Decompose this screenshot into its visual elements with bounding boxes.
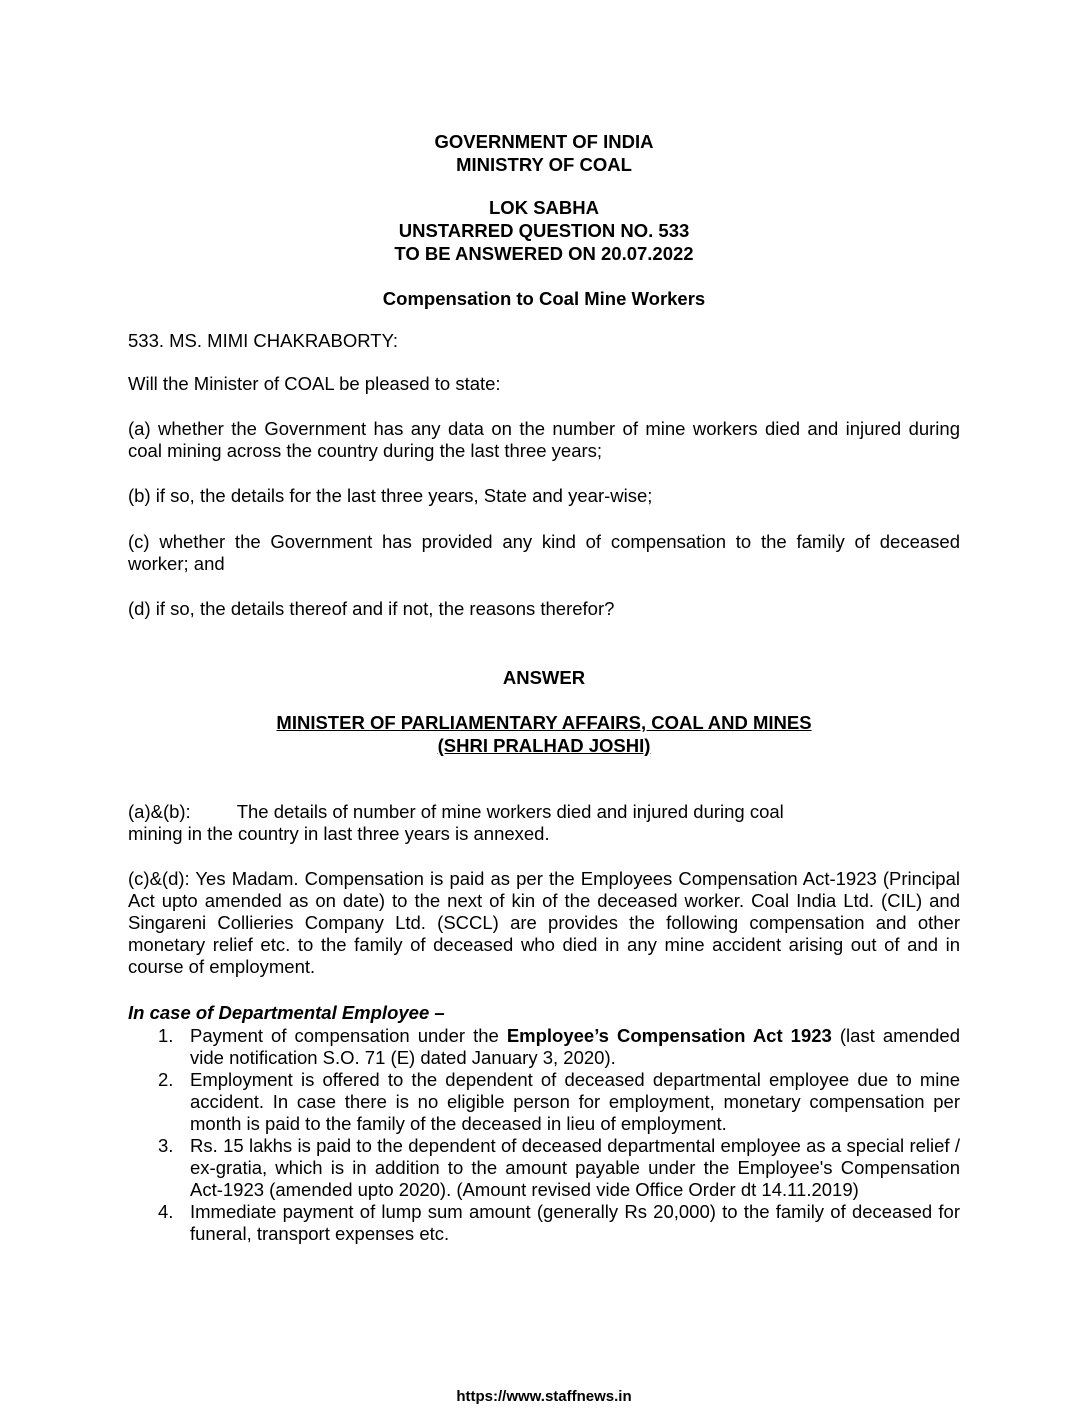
question-intro: Will the Minister of COAL be pleased to state: — [128, 373, 501, 394]
question-part-a: (a) whether the Government has any data on the number of mine workers died and injured during coal mining across the country during the last three years; — [128, 418, 960, 461]
list-item: 4. Immediate payment of lump sum amount (generally Rs 20,000) to the family of deceased for funeral, transport expenses etc. — [158, 1201, 960, 1244]
question-number: UNSTARRED QUESTION NO. 533 — [398, 220, 690, 241]
subject-title: Compensation to Coal Mine Workers — [382, 288, 706, 309]
house-name: LOK SABHA — [489, 197, 599, 218]
minister-block — [0, 711, 1088, 757]
question-asker: 533. MS. MIMI CHAKRABORTY: — [128, 330, 399, 351]
minister-name: (SHRI PRALHAD JOSHI) — [437, 735, 651, 756]
departmental-heading: In case of Departmental Employee – — [128, 1002, 445, 1023]
question-part-c: (c) whether the Government has provided any kind of compensation to the family of deceased worker; and — [128, 531, 960, 574]
government-title: GOVERNMENT OF INDIA — [434, 131, 654, 152]
compensation-list — [128, 1025, 960, 1245]
list-item: 3. Rs. 15 lakhs is paid to the dependent of deceased departmental employee as a special relief / ex-gratia, which is in addition to the amount payable under the Employee's Compensation Act-1923 (amended upto 2020). (Amount revised vide Office Order dt 14.11.2019) — [158, 1135, 960, 1200]
footer-url[interactable]: https://www.staffnews.in — [456, 1388, 632, 1405]
answer-cd: (c)&(d): Yes Madam. Compensation is paid as per the Employees Compensation Act-1923 (Principal Act upto amended as on date) to the next of kin of the deceased worker. Coal India Ltd. (CIL) and Singareni Collieries Company Ltd. (SCCL) are provides the following compensation and other monetary relief etc. to the family of deceased who died in any mine accident arising out of and in course of employment. — [128, 868, 960, 977]
question-part-b: (b) if so, the details for the last three years, State and year-wise; — [128, 485, 653, 506]
ministry-title: MINISTRY OF COAL — [456, 154, 632, 175]
question-meta — [0, 196, 1088, 265]
minister-title: MINISTER OF PARLIAMENTARY AFFAIRS, COAL AND MINES — [276, 712, 812, 733]
header-block — [0, 130, 1088, 176]
list-item: 2. Employment is offered to the dependent of deceased departmental employee due to mine accident. In case there is no eligible person for employment, monetary compensation per month is paid to the family of the deceased in lieu of employment. — [158, 1069, 960, 1134]
answer-ab-text-2: mining in the country in last three years is annexed. — [128, 823, 550, 844]
list-item: 1. Payment of compensation under the Employee’s Compensation Act 1923 (last amended vide notification S.O. 71 (E) dated January 3, 2020). — [158, 1025, 960, 1068]
answer-ab-text-1: The details of number of mine workers died and injured during coal — [236, 801, 784, 822]
answer-ab — [128, 801, 960, 845]
answer-ab-label: (a)&(b): — [128, 801, 191, 822]
answer-heading: ANSWER — [502, 667, 586, 688]
answer-date: TO BE ANSWERED ON 20.07.2022 — [394, 243, 694, 264]
question-part-d: (d) if so, the details thereof and if not, the reasons therefor? — [128, 598, 615, 619]
